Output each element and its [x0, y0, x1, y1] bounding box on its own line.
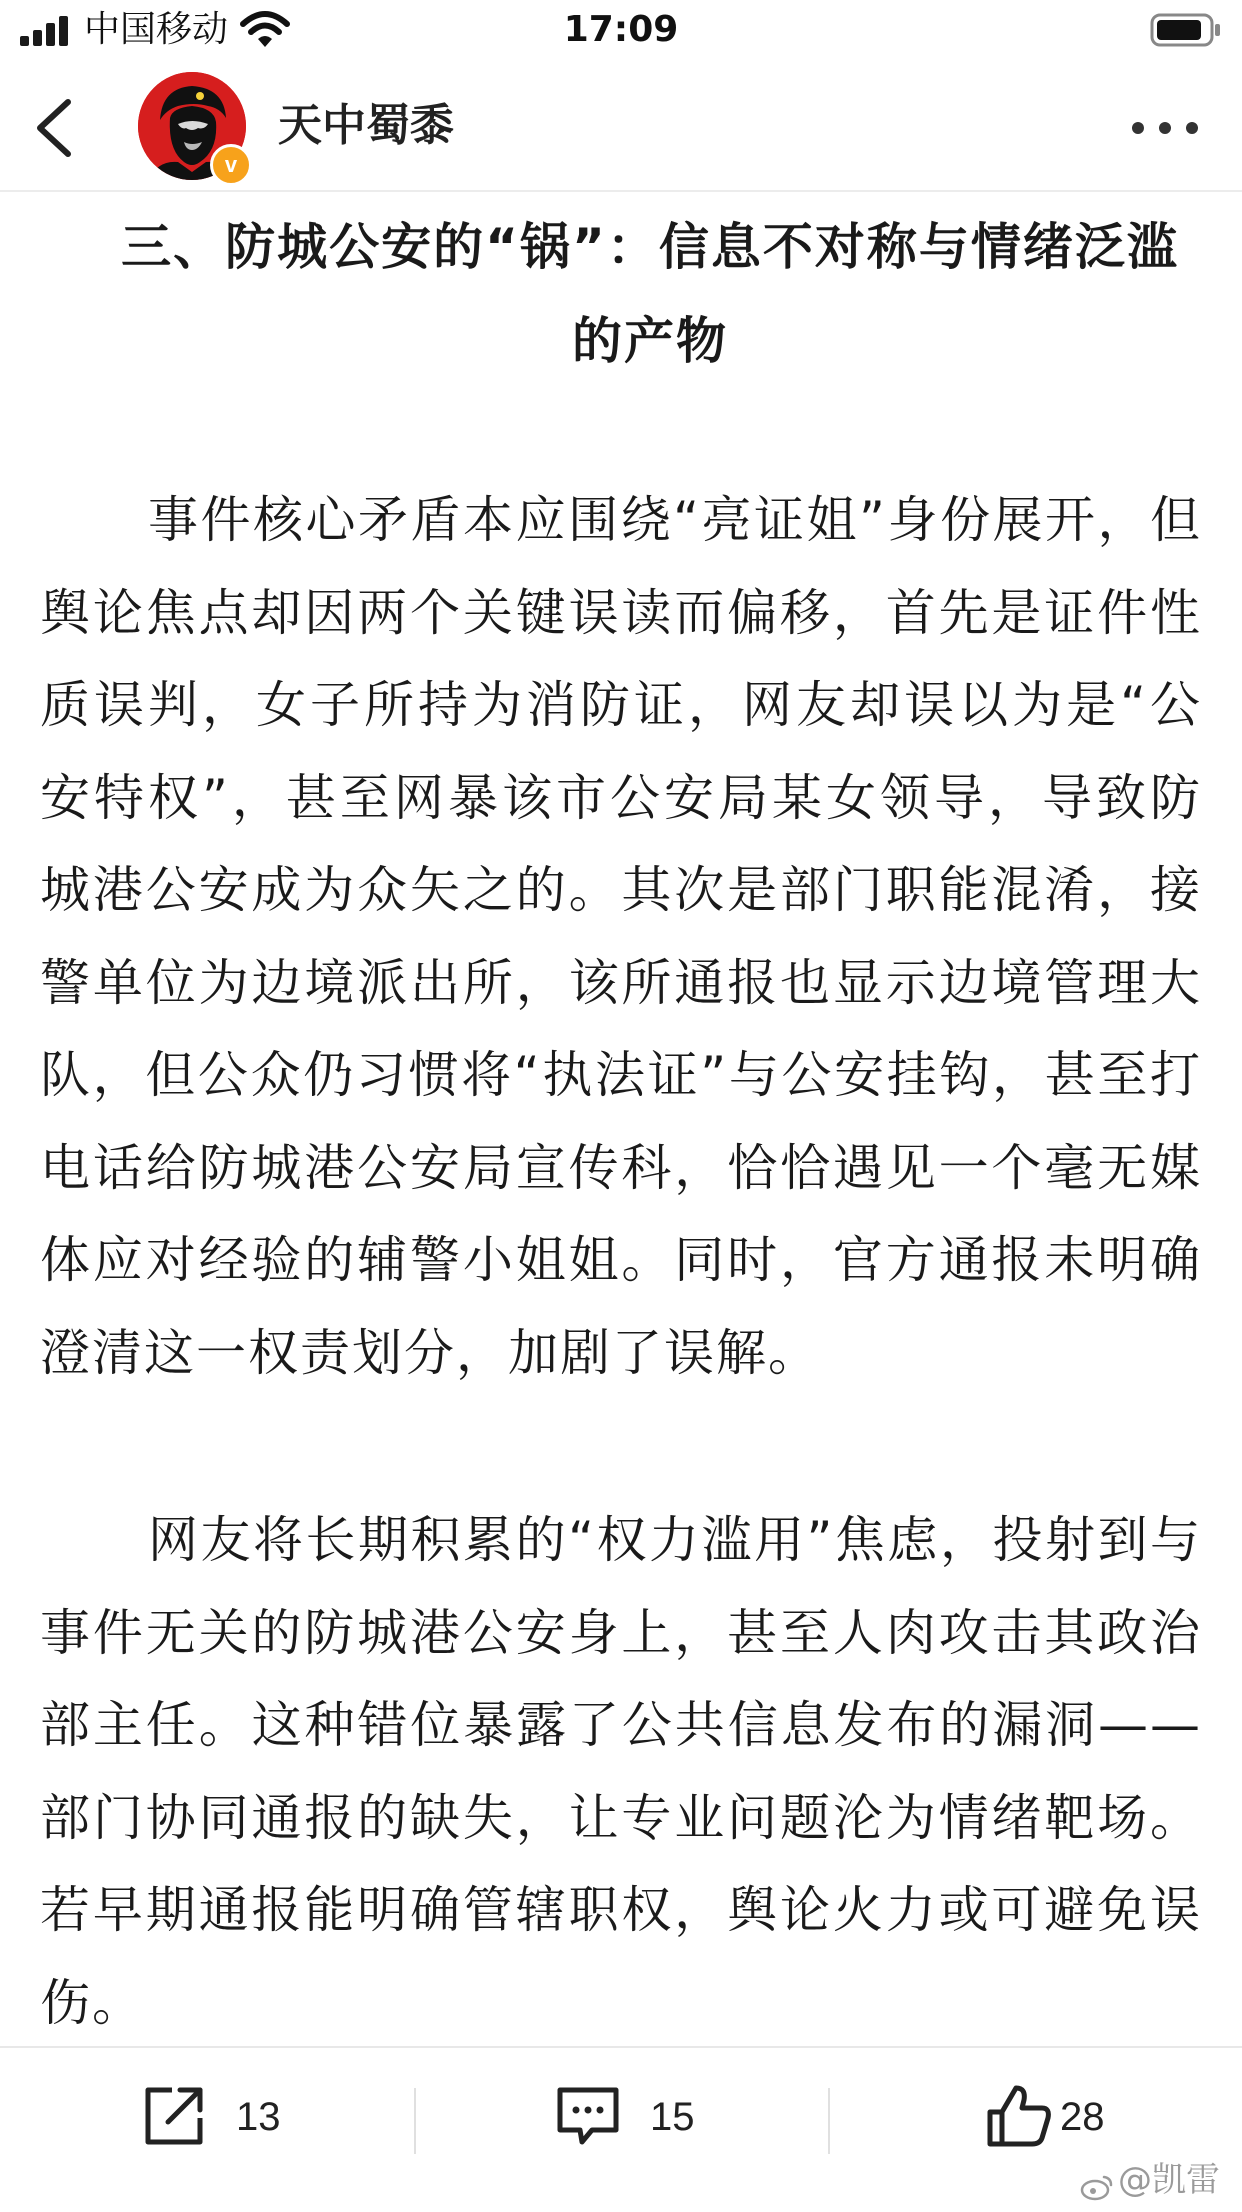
status-bar [0, 0, 1242, 62]
back-button[interactable] [28, 96, 88, 160]
weibo-logo-icon [1080, 2168, 1114, 2196]
username[interactable]: 天中蜀黍 [278, 100, 454, 151]
thumbs-up-icon [982, 2080, 1054, 2152]
article-body [0, 192, 1242, 2042]
more-dots-icon [1132, 122, 1144, 134]
comment-count: 15 [650, 2095, 695, 2139]
watermark [1080, 2158, 1220, 2202]
article-paragraph: 网友将长期积累的“权力滥用”焦虑，投射到与事件无关的防城港公安身上，甚至人肉攻击其政治部主任。这种错位暴露了公共信息发布的漏洞——部门协同通报的缺失，让专业问题沦为情绪靶场。若早期通报能明确管辖职权，舆论火力或可避免误伤。 [40, 1511, 1202, 2032]
article-headline: 三、防城公安的“锅”：信息不对称与情绪泛滥的产物 [121, 218, 1179, 370]
watermark-text: @凯雷 [1118, 2160, 1220, 2200]
like-count: 28 [1060, 2095, 1105, 2139]
divider [828, 2088, 830, 2154]
carrier-label: 中国移动 [84, 9, 229, 50]
divider [414, 2088, 416, 2154]
verified-badge: v [210, 144, 252, 186]
repost-count: 13 [236, 2095, 281, 2139]
battery-icon [1150, 13, 1222, 47]
share-icon [138, 2080, 210, 2152]
comment-icon [552, 2080, 624, 2152]
comment-button[interactable] [552, 2080, 624, 2152]
repost-button[interactable] [138, 2080, 210, 2152]
like-button[interactable] [982, 2080, 1054, 2152]
status-time: 17:09 [563, 9, 679, 50]
more-button[interactable] [1130, 106, 1200, 146]
back-arrow-icon [28, 96, 88, 160]
article-paragraph: 事件核心矛盾本应围绕“亮证姐”身份展开，但舆论焦点却因两个关键误读而偏移，首先是证件性质误判，女子所持为消防证，网友却误以为是“公安特权”，甚至网暴该市公安局某女领导，导致防城港公安成为众矢之的。其次是部门职能混淆，接警单位为边境派出所，该所通报也显示边境管理大队，但公众仍习惯将“执法证”与公安挂钩，甚至打电话给防城港公安局宣传科，恰恰遇见一个毫无媒体应对经验的辅警小姐姐。同时，官方通报未明确澄清这一权责划分，加剧了误解。 [40, 491, 1202, 1382]
action-bar [0, 2046, 1242, 2208]
nav-header [0, 62, 1242, 192]
